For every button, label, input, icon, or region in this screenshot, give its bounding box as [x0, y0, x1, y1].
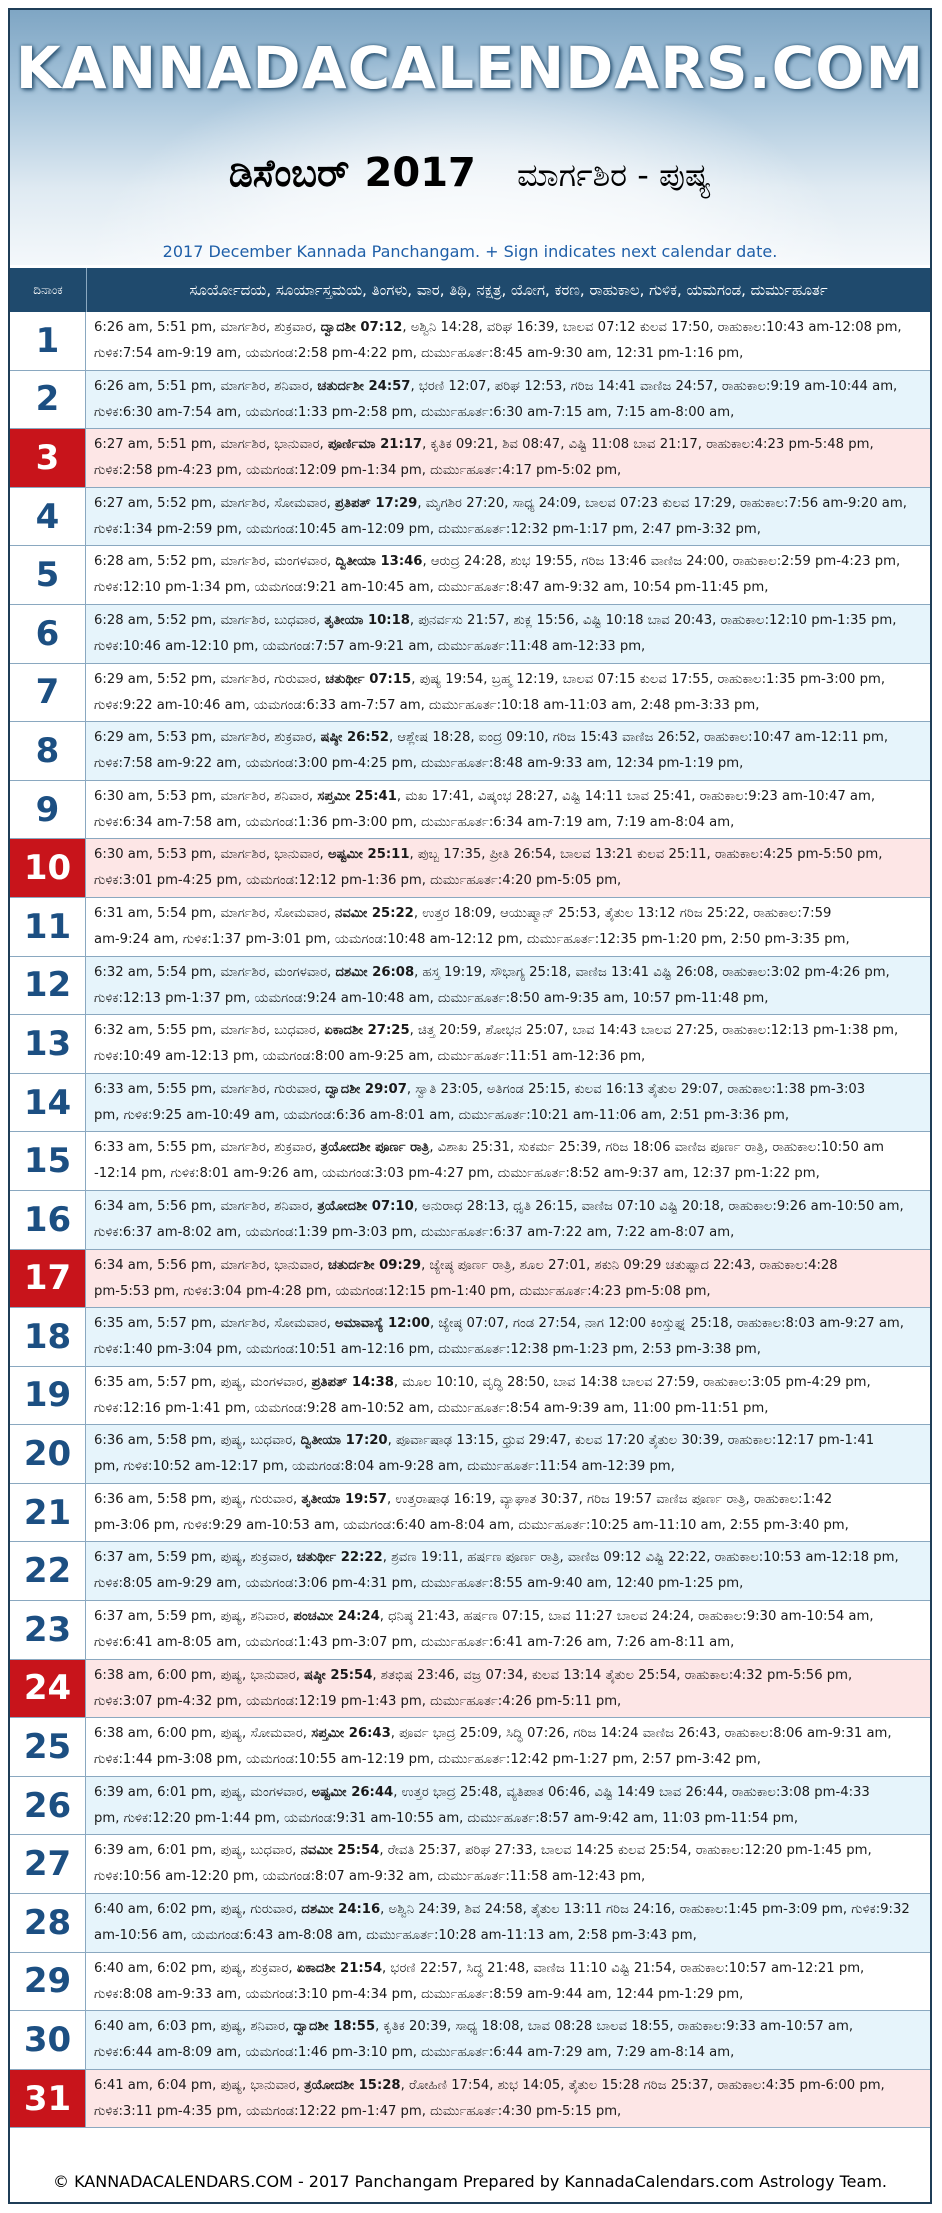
- tithi-text: ಅಷ್ಟಮೀ 26:44: [311, 1784, 394, 1800]
- panchangam-table: [10, 268, 930, 2128]
- details-cell: [86, 371, 930, 429]
- nakshatra-yoga-text: , ಆಶ್ಲೇಷ 18:28, ಐಂದ್ರ 09:10, ಗರಿಜ 15:43 ವಾಣಿಜ 26:52, ರಾಹುಕಾಲ:10:47 am-12:11 pm,: [388, 730, 889, 746]
- details-line-2: ಗುಳಿಕ:8:05 am-9:29 am, ಯಮಗಂಡ:3:06 pm-4:31 pm, ದುರ್ಮುಹೂರ್ತ:8:55 am-9:40 am, 12:40 pm-1:25 pm,: [94, 1576, 744, 1592]
- table-row: [10, 664, 930, 723]
- details-cell: [86, 1367, 930, 1425]
- details-line-1: [94, 1194, 924, 1220]
- date-cell: 27: [10, 1835, 86, 1893]
- details-cell: [86, 1015, 930, 1073]
- nakshatra-yoga-text: , ಪೂರ್ವ ಭಾದ್ರ 25:09, ಸಿದ್ಧಿ 07:26, ಗರಿಜ 14:24 ವಾಣಿಜ 26:43, ರಾಹುಕಾಲ:8:06 am-9:31 am,: [390, 1726, 892, 1742]
- details-line-1: [94, 1897, 924, 1923]
- details-cell: [86, 1542, 930, 1600]
- details-cell: [86, 781, 930, 839]
- nakshatra-yoga-text: , ಶ್ರವಣ 19:11, ಹರ್ಷಣ ಪೂರ್ಣ ರಾತ್ರಿ, ವಾಣಿಜ 09:12 ವಿಷ್ಟಿ 22:22, ರಾಹುಕಾಲ:10:53 am-12:18 pm,: [382, 1550, 899, 1566]
- nakshatra-yoga-text: , ಪುಷ್ಯ 19:54, ಬ್ರಹ್ಮ 12:19, ಬಾಲವ 07:15 ಕುಲವ 17:55, ರಾಹುಕಾಲ:1:35 pm-3:00 pm,: [411, 671, 886, 687]
- date-cell: 30: [10, 2011, 86, 2069]
- details-line-2: ಗುಳಿಕ:3:11 pm-4:35 pm, ಯಮಗಂಡ:12:22 pm-1:47 pm, ದುರ್ಮುಹೂರ್ತ:4:30 pm-5:15 pm,: [94, 2103, 622, 2119]
- tithi-text: ಸಪ್ತಮೀ 26:43: [311, 1726, 391, 1742]
- details-line-1: [94, 2014, 924, 2040]
- table-row: [10, 957, 930, 1016]
- details-line-1: [94, 374, 924, 400]
- nakshatra-yoga-text: , ಧನಿಷ್ಠ 21:43, ಹರ್ಷಣ 07:15, ಬಾವ 11:27 ಬಾಲವ 24:24, ರಾಹುಕಾಲ:9:30 am-10:54 am,: [379, 1609, 874, 1625]
- details-line-2: pm-3:06 pm, ಗುಳಿಕ:9:29 am-10:53 am, ಯಮಗಂಡ:6:40 am-8:04 am, ದುರ್ಮುಹೂರ್ತ:10:25 am-11:10 am, 2:55 pm-3:40 pm,: [94, 1517, 849, 1533]
- details-line-2: ಗುಳಿಕ:3:01 pm-4:25 pm, ಯಮಗಂಡ:12:12 pm-1:36 pm, ದುರ್ಮುಹೂರ್ತ:4:20 pm-5:05 pm,: [94, 873, 622, 889]
- date-cell: 17: [10, 1250, 86, 1308]
- sun-times-text: 6:26 am, 5:51 pm, ಮಾರ್ಗಶಿರ, ಶನಿವಾರ,: [94, 378, 318, 394]
- subtitle: 2017 December Kannada Panchangam. + Sign indicates next calendar date.: [162, 242, 778, 261]
- date-cell: 5: [10, 546, 86, 604]
- tithi-text: ತೃತೀಯಾ 19:57: [301, 1491, 387, 1507]
- details-line-2: ಗುಳಿಕ:12:13 pm-1:37 pm, ಯಮಗಂಡ:9:24 am-10:48 am, ದುರ್ಮುಹೂರ್ತ:8:50 am-9:35 am, 10:57 pm-11:48 pm,: [94, 990, 769, 1006]
- details-line-2: ಗುಳಿಕ:10:56 am-12:20 pm, ಯಮಗಂಡ:8:07 am-9:32 am, ದುರ್ಮುಹೂರ್ತ:11:58 am-12:43 pm,: [94, 1869, 646, 1885]
- date-cell: 8: [10, 722, 86, 780]
- nakshatra-yoga-text: , ಪುನರ್ವಸು 21:57, ಶುಕ್ಲ 15:56, ವಿಷ್ಟಿ 10:18 ಬಾವ 20:43, ರಾಹುಕಾಲ:12:10 pm-1:35 pm,: [409, 612, 897, 628]
- table-row: [10, 1425, 930, 1484]
- date-cell: 26: [10, 1777, 86, 1835]
- sun-times-text: 6:34 am, 5:56 pm, ಮಾರ್ಗಶಿರ, ಭಾನುವಾರ,: [94, 1257, 328, 1273]
- date-cell: 7: [10, 664, 86, 722]
- details-line-2: ಗುಳಿಕ:1:40 pm-3:04 pm, ಯಮಗಂಡ:10:51 am-12:16 pm, ದುರ್ಮುಹೂರ್ತ:12:38 pm-1:23 pm, 2:53 pm-3:38 pm,: [94, 1342, 761, 1358]
- date-cell: 25: [10, 1718, 86, 1776]
- details-line-2: am-9:24 am, ಗುಳಿಕ:1:37 pm-3:01 pm, ಯಮಗಂಡ:10:48 am-12:12 pm, ದುರ್ಮುಹೂರ್ತ:12:35 pm-1:20 pm, 2:50 pm-3:35 pm,: [94, 931, 850, 947]
- sun-times-text: 6:39 am, 6:01 pm, ಪುಷ್ಯ, ಬುಧವಾರ,: [94, 1843, 301, 1859]
- tithi-text: ಚತುರ್ಥೀ 22:22: [296, 1550, 383, 1566]
- sun-times-text: 6:36 am, 5:58 pm, ಪುಷ್ಯ, ಗುರುವಾರ,: [94, 1491, 302, 1507]
- sun-times-text: 6:32 am, 5:55 pm, ಮಾರ್ಗಶಿರ, ಬುಧವಾರ,: [94, 1023, 325, 1039]
- date-cell: 13: [10, 1015, 86, 1073]
- nakshatra-yoga-text: , ಚಿತ್ತ 20:59, ಶೋಭನ 25:07, ಬಾವ 14:43 ಬಾಲವ 27:25, ರಾಹುಕಾಲ:12:13 pm-1:38 pm,: [409, 1023, 899, 1039]
- tithi-text: ಸಪ್ತಮೀ 25:41: [317, 788, 397, 804]
- date-cell: 22: [10, 1542, 86, 1600]
- details-cell: [86, 1601, 930, 1659]
- sun-times-text: 6:30 am, 5:53 pm, ಮಾರ್ಗಶಿರ, ಶನಿವಾರ,: [94, 788, 318, 804]
- column-header-date: ದಿನಾಂಕ: [10, 268, 87, 312]
- details-cell: [86, 1250, 930, 1308]
- table-row: [10, 429, 930, 488]
- details-cell: [86, 722, 930, 780]
- table-row: [10, 2070, 930, 2129]
- nakshatra-yoga-text: , ಅನುರಾಧ 28:13, ಧೃತಿ 26:15, ವಾಣಿಜ 07:10 ವಿಷ್ಟಿ 20:18, ರಾಹುಕಾಲ:9:26 am-10:50 am,: [413, 1198, 904, 1214]
- details-cell: [86, 1074, 930, 1132]
- details-line-1: [94, 1077, 924, 1103]
- tithi-text: ದ್ವಾದಶೀ 07:12: [320, 320, 403, 335]
- sun-times-text: 6:31 am, 5:54 pm, ಮಾರ್ಗಶಿರ, ಸೋಮವಾರ,: [94, 905, 336, 921]
- nakshatra-yoga-text: , ಉತ್ತರ 18:09, ಆಯುಷ್ಮಾನ್ 25:53, ತೈತುಲ 13:12 ಗರಿಜ 25:22, ರಾಹುಕಾಲ:7:59: [413, 905, 832, 921]
- details-line-2: ಗುಳಿಕ:12:16 pm-1:41 pm, ಯಮಗಂಡ:9:28 am-10:52 am, ದುರ್ಮುಹೂರ್ತ:8:54 am-9:39 am, 11:00 pm-11:51 pm,: [94, 1400, 769, 1416]
- sun-times-text: 6:37 am, 5:59 pm, ಪುಷ್ಯ, ಶುಕ್ರವಾರ,: [94, 1550, 297, 1566]
- tithi-text: ಚತುರ್ಥೀ 07:15: [325, 671, 412, 687]
- sun-times-text: 6:40 am, 6:03 pm, ಪುಷ್ಯ, ಶನಿವಾರ,: [94, 2019, 294, 2035]
- date-cell: 28: [10, 1894, 86, 1952]
- details-cell: [86, 1660, 930, 1718]
- details-cell: [86, 957, 930, 1015]
- sun-times-text: 6:37 am, 5:59 pm, ಪುಷ್ಯ, ಶನಿವಾರ,: [94, 1609, 294, 1625]
- date-cell: 24: [10, 1660, 86, 1718]
- details-line-2: ಗುಳಿಕ:2:58 pm-4:23 pm, ಯಮಗಂಡ:12:09 pm-1:34 pm, ದುರ್ಮುಹೂರ್ತ:4:17 pm-5:02 pm,: [94, 463, 622, 479]
- details-line-2: ಗುಳಿಕ:6:30 am-7:54 am, ಯಮಗಂಡ:1:33 pm-2:58 pm, ದುರ್ಮುಹೂರ್ತ:6:30 am-7:15 am, 7:15 am-8:00 am,: [94, 404, 735, 420]
- site-title[interactable]: KANNADACALENDARS.COM: [15, 34, 925, 102]
- table-row: [10, 1953, 930, 2012]
- date-cell: 3: [10, 429, 86, 487]
- date-cell: 12: [10, 957, 86, 1015]
- tithi-text: ತ್ರಯೋದಶೀ ಪೂರ್ಣ ರಾತ್ರಿ: [320, 1140, 430, 1156]
- year: 2017: [364, 150, 476, 196]
- table-row: [10, 722, 930, 781]
- tithi-text: ದ್ವಿತೀಯಾ 17:20: [300, 1433, 388, 1449]
- details-line-2: ಗುಳಿಕ:7:54 am-9:19 am, ಯಮಗಂಡ:2:58 pm-4:22 pm, ದುರ್ಮುಹೂರ್ತ:8:45 am-9:30 am, 12:31 pm-1:16 pm,: [94, 346, 744, 361]
- sun-times-text: 6:33 am, 5:55 pm, ಮಾರ್ಗಶಿರ, ಗುರುವಾರ,: [94, 1081, 326, 1097]
- tithi-text: ಏಕಾದಶೀ 21:54: [296, 1960, 383, 1976]
- sun-times-text: 6:36 am, 5:58 pm, ಪುಷ್ಯ, ಬುಧವಾರ,: [94, 1433, 301, 1449]
- date-cell: 19: [10, 1367, 86, 1425]
- details-line-2: ಗುಳಿಕ:10:46 am-12:10 pm, ಯಮಗಂಡ:7:57 am-9:21 am, ದುರ್ಮುಹೂರ್ತ:11:48 am-12:33 pm,: [94, 638, 646, 654]
- nakshatra-yoga-text: , ಸ್ವಾತಿ 23:05, ಅತಿಗಂಡ 25:15, ಕುಲವ 16:13 ತೈತುಲ 29:07, ರಾಹುಕಾಲ:1:38 pm-3:03: [406, 1081, 866, 1097]
- sun-times-text: 6:29 am, 5:53 pm, ಮಾರ್ಗಶಿರ, ಶುಕ್ರವಾರ,: [94, 730, 321, 746]
- sun-times-text: 6:41 am, 6:04 pm, ಪುಷ್ಯ, ಭಾನುವಾರ,: [94, 2077, 305, 2093]
- sun-times-text: 6:35 am, 5:57 pm, ಮಾರ್ಗಶಿರ, ಸೋಮವಾರ,: [94, 1316, 336, 1332]
- sun-times-text: 6:40 am, 6:02 pm, ಪುಷ್ಯ, ಶುಕ್ರವಾರ,: [94, 1960, 297, 1976]
- nakshatra-yoga-text: , ಅಶ್ವಿನಿ 24:39, ಶಿವ 24:58, ತೈತುಲ 13:11 ಗರಿಜ 24:16, ರಾಹುಕಾಲ:1:45 pm-3:09 pm, ಗುಳಿಕ:9:32: [380, 1902, 910, 1918]
- sun-times-text: 6:27 am, 5:51 pm, ಮಾರ್ಗಶಿರ, ಭಾನುವಾರ,: [94, 437, 328, 453]
- footer-copyright: © KANNADACALENDARS.COM - 2017 Panchangam Prepared by KannadaCalendars.com Astrology Team.: [53, 2172, 887, 2191]
- tithi-text: ಚತುರ್ದಶೀ 09:29: [327, 1257, 422, 1273]
- nakshatra-yoga-text: , ಮೂಲ 10:10, ವೃದ್ಧಿ 28:50, ಬಾವ 14:38 ಬಾಲವ 27:59, ರಾಹುಕಾಲ:3:05 pm-4:29 pm,: [393, 1374, 871, 1390]
- details-cell: [86, 312, 930, 370]
- details-cell: [86, 1777, 930, 1835]
- tithi-text: ಪ್ರತಿಪತ್ 17:29: [335, 495, 418, 511]
- column-header-details: ಸೂರ್ಯೋದಯ, ಸೂರ್ಯಾಸ್ತಮಯ, ತಿಂಗಳು, ವಾರ, ತಿಥಿ, ನಕ್ಷತ್ರ, ಯೋಗ, ಕರಣ, ರಾಹುಕಾಲ, ಗುಳಿಕ, ಯಮಗಂಡ, ದುರ್ಮುಹೂರ್ತ: [189, 281, 828, 299]
- details-cell: [86, 839, 930, 897]
- date-cell: 18: [10, 1308, 86, 1366]
- tithi-text: ಷಷ್ಠೀ 25:54: [304, 1667, 373, 1683]
- details-cell: [86, 1308, 930, 1366]
- tithi-text: ದ್ವಾದಶೀ 18:55: [293, 2019, 376, 2035]
- nakshatra-yoga-text: , ಹಸ್ತ 19:19, ಸೌಭಾಗ್ಯ 25:18, ವಾಣಿಜ 13:41 ವಿಷ್ಟಿ 26:08, ರಾಹುಕಾಲ:3:02 pm-4:26 pm,: [414, 964, 890, 980]
- table-row: [10, 1015, 930, 1074]
- month-heading: [10, 150, 930, 196]
- details-cell: [86, 664, 930, 722]
- nakshatra-yoga-text: , ಮಖ 17:41, ವಿಷ್ಕಂಭ 28:27, ವಿಷ್ಟಿ 14:11 ಬಾವ 25:41, ರಾಹುಕಾಲ:9:23 am-10:47 am,: [396, 788, 876, 804]
- date-cell: 16: [10, 1191, 86, 1249]
- table-row: [10, 1835, 930, 1894]
- details-line-1: [94, 608, 924, 634]
- header-banner: [10, 10, 930, 265]
- details-line-2: pm, ಗುಳಿಕ:12:20 pm-1:44 pm, ಯಮಗಂಡ:9:31 am-10:55 am, ದುರ್ಮುಹೂರ್ತ:8:57 am-9:42 am, 11:03 pm-11:54 pm,: [94, 1810, 799, 1826]
- nakshatra-yoga-text: , ರೋಹಿಣಿ 17:54, ಶುಭ 14:05, ತೈತುಲ 15:28 ಗರಿಜ 25:37, ರಾಹುಕಾಲ:4:35 pm-6:00 pm,: [400, 2077, 885, 2093]
- details-cell: [86, 2011, 930, 2069]
- details-line-1: [94, 1311, 924, 1337]
- sun-times-text: 6:28 am, 5:52 pm, ಮಾರ್ಗಶಿರ, ಮಂಗಳವಾರ,: [94, 554, 336, 570]
- details-line-1: [94, 1604, 924, 1630]
- details-line-1: [94, 725, 924, 751]
- date-cell: 20: [10, 1425, 86, 1483]
- nakshatra-yoga-text: , ಕೃತಿಕ 09:21, ಶಿವ 08:47, ವಿಷ್ಟಿ 11:08 ಬಾವ 21:17, ರಾಹುಕಾಲ:4:23 pm-5:48 pm,: [422, 437, 874, 453]
- table-row: [10, 1601, 930, 1660]
- tithi-text: ನವಮೀ 25:54: [300, 1843, 380, 1859]
- kannada-months: ಮಾರ್ಗಶಿರ - ಪುಷ್ಯ: [516, 156, 712, 194]
- nakshatra-yoga-text: , ಭರಣಿ 22:57, ಸಿದ್ಧ 21:48, ವಾಣಿಜ 11:10 ವಿಷ್ಟಿ 21:54, ರಾಹುಕಾಲ:10:57 am-12:21 pm,: [382, 1960, 865, 1976]
- details-line-1: [94, 901, 924, 927]
- table-row: [10, 488, 930, 547]
- details-line-2: ಗುಳಿಕ:7:58 am-9:22 am, ಯಮಗಂಡ:3:00 pm-4:25 pm, ದುರ್ಮುಹೂರ್ತ:8:48 am-9:33 am, 12:34 pm-1:19 pm,: [94, 756, 744, 772]
- details-line-1: [94, 1545, 924, 1571]
- tithi-text: ತೃತೀಯಾ 10:18: [324, 612, 410, 628]
- nakshatra-yoga-text: , ಪುಬ್ಬ 17:35, ಪ್ರೀತಿ 26:54, ಬಾಲವ 13:21 ಕುಲವ 25:11, ರಾಹುಕಾಲ:4:25 pm-5:50 pm,: [409, 847, 883, 863]
- details-line-1: [94, 1135, 924, 1161]
- details-cell: [86, 1894, 930, 1952]
- date-cell: 4: [10, 488, 86, 546]
- details-line-1: [94, 1956, 924, 1982]
- tithi-text: ಚತುರ್ದಶೀ 24:57: [317, 378, 411, 394]
- sun-times-text: 6:26 am, 5:51 pm, ಮಾರ್ಗಶಿರ, ಶುಕ್ರವಾರ,: [94, 320, 321, 335]
- details-line-2: ಗುಳಿಕ:9:22 am-10:46 am, ಯಮಗಂಡ:6:33 am-7:57 am, ದುರ್ಮುಹೂರ್ತ:10:18 am-11:03 am, 2:48 pm-3:33 pm,: [94, 697, 760, 713]
- tithi-text: ನವಮೀ 25:22: [335, 905, 414, 921]
- details-line-1: [94, 1721, 924, 1747]
- details-cell: [86, 1132, 930, 1190]
- nakshatra-yoga-text: , ಉತ್ತರಾಷಾಢ 16:19, ವ್ಯಾಘಾತ 30:37, ಗರಿಜ 19:57 ವಾಣಿಜ ಪೂರ್ಣ ರಾತ್ರಿ, ರಾಹುಕಾಲ:1:42: [386, 1491, 833, 1507]
- table-row: [10, 898, 930, 957]
- details-line-1: [94, 2073, 924, 2099]
- date-cell: 14: [10, 1074, 86, 1132]
- details-line-1: [94, 960, 924, 986]
- details-line-2: ಗುಳಿಕ:10:49 am-12:13 pm, ಯಮಗಂಡ:8:00 am-9:25 am, ದುರ್ಮುಹೂರ್ತ:11:51 am-12:36 pm,: [94, 1049, 646, 1065]
- details-line-1: [94, 491, 924, 517]
- table-row: [10, 1074, 930, 1133]
- tithi-text: ದ್ವಾದಶೀ 29:07: [325, 1081, 407, 1097]
- tithi-text: ಪಂಚಮೀ 24:24: [293, 1609, 380, 1625]
- details-line-2: ಗುಳಿಕ:6:34 am-7:58 am, ಯಮಗಂಡ:1:36 pm-3:00 pm, ದುರ್ಮುಹೂರ್ತ:6:34 am-7:19 am, 7:19 am-8:04 am,: [94, 814, 735, 830]
- tithi-text: ಅಷ್ಟಮೀ 25:11: [327, 847, 410, 863]
- nakshatra-yoga-text: , ಭರಣಿ 12:07, ಪರಿಘ 12:53, ಗರಿಜ 14:41 ವಾಣಿಜ 24:57, ರಾಹುಕಾಲ:9:19 am-10:44 am,: [410, 378, 898, 394]
- table-row: [10, 1132, 930, 1191]
- details-line-1: [94, 842, 924, 868]
- date-cell: 21: [10, 1484, 86, 1542]
- nakshatra-yoga-text: , ಶತಭಿಷ 23:46, ವಜ್ರ 07:34, ಕುಲವ 13:14 ತೈತುಲ 25:54, ರಾಹುಕಾಲ:4:32 pm-5:56 pm,: [372, 1667, 853, 1683]
- table-row: [10, 1894, 930, 1953]
- date-cell: 31: [10, 2070, 86, 2128]
- details-line-2: ಗುಳಿಕ:6:41 am-8:05 am, ಯಮಗಂಡ:1:43 pm-3:07 pm, ದುರ್ಮುಹೂರ್ತ:6:41 am-7:26 am, 7:26 am-8:11 am,: [94, 1635, 735, 1651]
- details-cell: [86, 605, 930, 663]
- details-line-2: ಗುಳಿಕ:8:08 am-9:33 am, ಯಮಗಂಡ:3:10 pm-4:34 pm, ದುರ್ಮುಹೂರ್ತ:8:59 am-9:44 am, 12:44 pm-1:29 pm,: [94, 1986, 744, 2002]
- calendar-frame: [8, 8, 932, 2204]
- nakshatra-yoga-text: , ವಿಶಾಖ 25:31, ಸುಕರ್ಮ 25:39, ಗರಿಜ 18:06 ವಾಣಿಜ ಪೂರ್ಣ ರಾತ್ರಿ, ರಾಹುಕಾಲ:10:50 am: [429, 1140, 885, 1156]
- nakshatra-yoga-text: , ಮೃಗಶಿರ 27:20, ಸಾಧ್ಯ 24:09, ಬಾಲವ 07:23 ಕುಲವ 17:29, ರಾಹುಕಾಲ:7:56 am-9:20 am,: [417, 495, 907, 511]
- table-row: [10, 371, 930, 430]
- details-cell: [86, 488, 930, 546]
- sun-times-text: 6:29 am, 5:52 pm, ಮಾರ್ಗಶಿರ, ಗುರುವಾರ,: [94, 671, 326, 687]
- details-cell: [86, 429, 930, 487]
- sun-times-text: 6:35 am, 5:57 pm, ಪುಷ್ಯ, ಮಂಗಳವಾರ,: [94, 1374, 312, 1390]
- details-line-1: [94, 784, 924, 810]
- date-cell: 9: [10, 781, 86, 839]
- table-row: [10, 1777, 930, 1836]
- tithi-text: ದಶಮೀ 24:16: [301, 1902, 381, 1918]
- nakshatra-yoga-text: , ಉತ್ತರ ಭಾದ್ರ 25:48, ವ್ಯತಿಪಾತ 06:46, ವಿಷ್ಟಿ 14:49 ಬಾವ 26:44, ರಾಹುಕಾಲ:3:08 pm-4:33: [393, 1784, 870, 1800]
- table-row: [10, 1191, 930, 1250]
- details-line-1: [94, 667, 924, 693]
- nakshatra-yoga-text: , ಕೃತಿಕ 20:39, ಸಾಧ್ಯ 18:08, ಬಾವ 08:28 ಬಾಲವ 18:55, ರಾಹುಕಾಲ:9:33 am-10:57 am,: [375, 2019, 854, 2035]
- sun-times-text: 6:28 am, 5:52 pm, ಮಾರ್ಗಶಿರ, ಬುಧವಾರ,: [94, 612, 325, 628]
- table-row: [10, 1367, 930, 1426]
- details-cell: [86, 1191, 930, 1249]
- nakshatra-yoga-text: , ಆರುದ್ರ 24:28, ಶುಭ 19:55, ಗರಿಜ 13:46 ವಾಣಿಜ 24:00, ರಾಹುಕಾಲ:2:59 pm-4:23 pm,: [422, 554, 901, 570]
- date-cell: 29: [10, 1953, 86, 2011]
- nakshatra-yoga-text: , ಅಶ್ವಿನಿ 14:28, ವರಿಘ 16:39, ಬಾಲವ 07:12 ಕುಲವ 17:50, ರಾಹುಕಾಲ:10:43 am-12:08 pm,: [402, 320, 902, 335]
- details-line-1: [94, 1663, 924, 1689]
- details-cell: [86, 1484, 930, 1542]
- details-line-2: -12:14 pm, ಗುಳಿಕ:8:01 am-9:26 am, ಯಮಗಂಡ:3:03 pm-4:27 pm, ದುರ್ಮುಹೂರ್ತ:8:52 am-9:37 am, 12:37 pm-1:22 pm,: [94, 1166, 820, 1182]
- nakshatra-yoga-text: , ರೇವತಿ 25:37, ಪರಿಘ 27:33, ಬಾಲವ 14:25 ಕುಲವ 25:54, ರಾಹುಕಾಲ:12:20 pm-1:45 pm,: [379, 1843, 872, 1859]
- details-line-1: [94, 315, 924, 341]
- tithi-text: ಪ್ರತಿಪತ್ 14:38: [311, 1374, 394, 1390]
- details-line-2: ಗುಳಿಕ:1:44 pm-3:08 pm, ಯಮಗಂಡ:10:55 am-12:19 pm, ದುರ್ಮುಹೂರ್ತ:12:42 pm-1:27 pm, 2:57 pm-3:42 pm,: [94, 1752, 761, 1768]
- sun-times-text: 6:40 am, 6:02 pm, ಪುಷ್ಯ, ಗುರುವಾರ,: [94, 1902, 302, 1918]
- details-cell: [86, 546, 930, 604]
- details-line-2: pm-5:53 pm, ಗುಳಿಕ:3:04 pm-4:28 pm, ಯಮಗಂಡ:12:15 pm-1:40 pm, ದುರ್ಮುಹೂರ್ತ:4:23 pm-5:08 pm,: [94, 1283, 711, 1299]
- details-line-2: pm, ಗುಳಿಕ:10:52 am-12:17 pm, ಯಮಗಂಡ:8:04 am-9:28 am, ದುರ್ಮುಹೂರ್ತ:11:54 am-12:39 pm,: [94, 1459, 675, 1475]
- details-cell: [86, 1953, 930, 2011]
- nakshatra-yoga-text: , ಪೂರ್ವಾಷಾಢ 13:15, ಧ್ರುವ 29:47, ಕುಲವ 17:20 ತೈತುಲ 30:39, ರಾಹುಕಾಲ:12:17 pm-1:41: [387, 1433, 875, 1449]
- tithi-text: ಅಮಾವಾಸ್ಯೆ 12:00: [335, 1316, 430, 1332]
- sun-times-text: 6:33 am, 5:55 pm, ಮಾರ್ಗಶಿರ, ಶುಕ್ರವಾರ,: [94, 1140, 321, 1156]
- tithi-text: ದಶಮೀ 26:08: [335, 964, 415, 980]
- details-line-2: pm, ಗುಳಿಕ:9:25 am-10:49 am, ಯಮಗಂಡ:6:36 am-8:01 am, ದುರ್ಮುಹೂರ್ತ:10:21 am-11:06 am, 2:51 pm-3:36 pm,: [94, 1107, 790, 1123]
- table-row: [10, 605, 930, 664]
- details-cell: [86, 2070, 930, 2128]
- tithi-text: ತ್ರಯೋದಶೀ 15:28: [304, 2077, 401, 2093]
- date-cell: 23: [10, 1601, 86, 1659]
- details-line-1: [94, 1018, 924, 1044]
- details-line-1: [94, 1253, 924, 1279]
- details-line-1: [94, 1370, 924, 1396]
- table-row: [10, 1308, 930, 1367]
- details-cell: [86, 1425, 930, 1483]
- sun-times-text: 6:34 am, 5:56 pm, ಮಾರ್ಗಶಿರ, ಶನಿವಾರ,: [94, 1198, 318, 1214]
- table-row: [10, 781, 930, 840]
- sun-times-text: 6:39 am, 6:01 pm, ಪುಷ್ಯ, ಮಂಗಳವಾರ,: [94, 1784, 312, 1800]
- details-line-2: am-10:56 am, ಯಮಗಂಡ:6:43 am-8:08 am, ದುರ್ಮುಹೂರ್ತ:10:28 am-11:13 am, 2:58 pm-3:43 pm,: [94, 1928, 697, 1944]
- details-cell: [86, 1835, 930, 1893]
- details-line-2: ಗುಳಿಕ:6:44 am-8:09 am, ಯಮಗಂಡ:1:46 pm-3:10 pm, ದುರ್ಮುಹೂರ್ತ:6:44 am-7:29 am, 7:29 am-8:14 am,: [94, 2045, 735, 2061]
- date-cell: 10: [10, 839, 86, 897]
- details-line-1: [94, 1780, 924, 1806]
- details-cell: [86, 1718, 930, 1776]
- details-line-2: ಗುಳಿಕ:3:07 pm-4:32 pm, ಯಮಗಂಡ:12:19 pm-1:43 pm, ದುರ್ಮುಹೂರ್ತ:4:26 pm-5:11 pm,: [94, 1693, 622, 1709]
- tithi-text: ಏಕಾದಶೀ 27:25: [324, 1023, 410, 1039]
- date-cell: 11: [10, 898, 86, 956]
- details-line-1: [94, 1838, 924, 1864]
- sun-times-text: 6:38 am, 6:00 pm, ಪುಷ್ಯ, ಸೋಮವಾರ,: [94, 1726, 312, 1742]
- details-line-1: [94, 1487, 924, 1513]
- date-cell: 15: [10, 1132, 86, 1190]
- table-header: [10, 268, 930, 312]
- nakshatra-yoga-text: , ಜ್ಯೇಷ್ಠ 07:07, ಗಂಡ 27:54, ನಾಗ 12:00 ಕಿಂಸ್ತುಘ್ನ 25:18, ರಾಹುಕಾಲ:8:03 am-9:27 am,: [429, 1316, 904, 1332]
- details-line-2: ಗುಳಿಕ:1:34 pm-2:59 pm, ಯಮಗಂಡ:10:45 am-12:09 pm, ದುರ್ಮುಹೂರ್ತ:12:32 pm-1:17 pm, 2:47 pm-3:32 pm,: [94, 521, 761, 537]
- table-row: [10, 1542, 930, 1601]
- tithi-text: ದ್ವಿತೀಯಾ 13:46: [335, 554, 423, 570]
- table-body: [10, 312, 930, 2128]
- date-cell: 2: [10, 371, 86, 429]
- table-row: [10, 839, 930, 898]
- table-row: [10, 1250, 930, 1309]
- sun-times-text: 6:32 am, 5:54 pm, ಮಾರ್ಗಶಿರ, ಮಂಗಳವಾರ,: [94, 964, 336, 980]
- table-row: [10, 1660, 930, 1719]
- details-line-1: [94, 432, 924, 458]
- table-row: [10, 312, 930, 371]
- tithi-text: ತ್ರಯೋದಶೀ 07:10: [317, 1198, 414, 1214]
- table-row: [10, 2011, 930, 2070]
- details-line-2: ಗುಳಿಕ:6:37 am-8:02 am, ಯಮಗಂಡ:1:39 pm-3:03 pm, ದುರ್ಮುಹೂರ್ತ:6:37 am-7:22 am, 7:22 am-8:07 am,: [94, 1224, 735, 1240]
- tithi-text: ಪೂರ್ಣಿಮಾ 21:17: [327, 437, 423, 453]
- table-row: [10, 1484, 930, 1543]
- table-row: [10, 1718, 930, 1777]
- nakshatra-yoga-text: , ಜ್ಯೇಷ್ಠ ಪೂರ್ಣ ರಾತ್ರಿ, ಶೂಲ 27:01, ಶಕುನಿ 09:29 ಚತುಷ್ಪಾದ 22:43, ರಾಹುಕಾಲ:4:28: [421, 1257, 838, 1273]
- tithi-text: ಷಷ್ಠೀ 26:52: [320, 730, 389, 746]
- sun-times-text: 6:38 am, 6:00 pm, ಪುಷ್ಯ, ಭಾನುವಾರ,: [94, 1667, 305, 1683]
- details-line-2: ಗುಳಿಕ:12:10 pm-1:34 pm, ಯಮಗಂಡ:9:21 am-10:45 am, ದುರ್ಮುಹೂರ್ತ:8:47 am-9:32 am, 10:54 pm-11:45 pm,: [94, 580, 769, 596]
- details-line-1: [94, 549, 924, 575]
- table-row: [10, 546, 930, 605]
- details-line-1: [94, 1428, 924, 1454]
- date-cell: 6: [10, 605, 86, 663]
- month-name: ಡಿಸೆಂಬರ್: [228, 151, 350, 195]
- date-cell: 1: [10, 312, 86, 370]
- sun-times-text: 6:30 am, 5:53 pm, ಮಾರ್ಗಶಿರ, ಭಾನುವಾರ,: [94, 847, 328, 863]
- sun-times-text: 6:27 am, 5:52 pm, ಮಾರ್ಗಶಿರ, ಸೋಮವಾರ,: [94, 495, 336, 511]
- details-cell: [86, 898, 930, 956]
